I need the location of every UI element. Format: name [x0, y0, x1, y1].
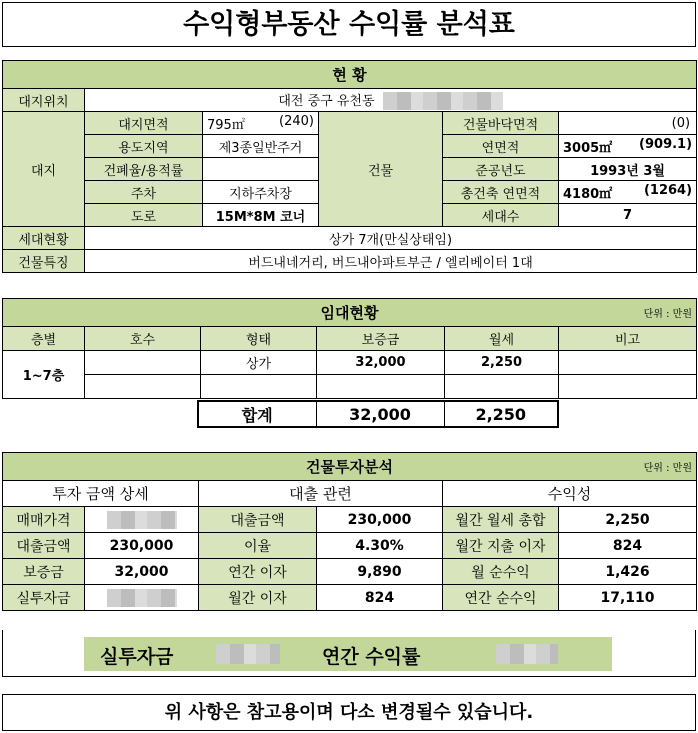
building-row-label: 세대수	[443, 204, 559, 227]
land-area-value: 795㎡ (240)	[203, 112, 319, 135]
analysis-unit: 단위 : 만원	[643, 463, 693, 474]
building-row-label: 준공년도	[443, 158, 559, 181]
invest-value-redacted	[85, 585, 199, 611]
status-header: 현 황	[3, 61, 697, 89]
loan-label: 월간 이자	[199, 585, 317, 611]
summary-invest-label: 실투자금	[100, 646, 174, 668]
section-loan: 대출 관련	[199, 481, 443, 507]
lease-total-rent: 2,250	[444, 401, 558, 427]
feature-value: 버드내네거리, 버드내아파트부근 / 엘리베이터 1대	[85, 250, 697, 273]
lease-empty-cell	[445, 375, 559, 399]
lease-total-table	[197, 400, 559, 428]
profit-value: 824	[559, 533, 697, 559]
summary-yield-redacted	[496, 644, 558, 664]
lease-type: 상가	[201, 351, 317, 375]
land-label: 대지	[3, 112, 85, 227]
completion-year-value: 1993년 3월	[559, 158, 697, 181]
total-floor-area-value: 3005㎡ (909.1)	[559, 135, 697, 158]
profit-value: 2,250	[559, 507, 697, 533]
lease-room	[85, 351, 201, 375]
profit-label: 월간 월세 총합	[443, 507, 559, 533]
invest-value: 32,000	[85, 559, 199, 585]
household-value: 상가 7개(만실상태임)	[85, 227, 697, 250]
land-row-label: 건폐율/용적률	[85, 158, 203, 181]
page-title: 수익형부동산 수익률 분석표	[183, 9, 515, 40]
lease-total-deposit: 32,000	[316, 401, 444, 427]
zoning-value: 제3종일반주거	[203, 135, 319, 158]
invest-label: 대출금액	[3, 533, 85, 559]
gross-area-value: 4180㎡ (1264)	[559, 181, 697, 204]
lease-note	[559, 351, 697, 375]
address-label: 대지위치	[3, 89, 85, 112]
building-floor-area-value: (0)	[559, 112, 697, 135]
profit-label: 연간 순수익	[443, 585, 559, 611]
building-label: 건물	[319, 112, 443, 227]
profit-value: 17,110	[559, 585, 697, 611]
analysis-table	[2, 452, 697, 611]
building-row-label: 총건축 연면적	[443, 181, 559, 204]
lease-col-deposit: 보증금	[317, 327, 445, 351]
lease-table	[2, 298, 697, 399]
loan-label: 대출금액	[199, 507, 317, 533]
coverage-ratio-value	[203, 158, 319, 181]
summary-invest-redacted	[216, 644, 280, 664]
summary-yield-label: 연간 수익률	[322, 646, 421, 668]
lease-rent: 2,250	[445, 351, 559, 375]
household-label: 세대현황	[3, 227, 85, 250]
invest-label: 보증금	[3, 559, 85, 585]
analysis-header: 건물투자분석 단위 : 만원	[3, 453, 697, 481]
lease-total-label: 합계	[198, 401, 316, 427]
section-profit: 수익성	[443, 481, 697, 507]
loan-value: 9,890	[317, 559, 443, 585]
lease-col-note: 비고	[559, 327, 697, 351]
household-count-value: 7	[559, 204, 697, 227]
invest-value: 230,000	[85, 533, 199, 559]
feature-label: 건물특징	[3, 250, 85, 273]
lease-empty-cell	[201, 375, 317, 399]
redacted-address	[383, 92, 503, 110]
land-row-label: 주차	[85, 181, 203, 204]
invest-value-redacted	[85, 507, 199, 533]
lease-col-rent: 월세	[445, 327, 559, 351]
profit-value: 1,426	[559, 559, 697, 585]
loan-value: 824	[317, 585, 443, 611]
loan-label: 연간 이자	[199, 559, 317, 585]
lease-col-floor: 층별	[3, 327, 85, 351]
profit-label: 월 순수익	[443, 559, 559, 585]
parking-value: 지하주차장	[203, 181, 319, 204]
address-cell	[85, 89, 697, 112]
building-row-label: 연면적	[443, 135, 559, 158]
loan-value: 4.30%	[317, 533, 443, 559]
land-row-label: 용도지역	[85, 135, 203, 158]
lease-empty-cell	[85, 375, 201, 399]
road-value: 15M*8M 코너	[203, 204, 319, 227]
address-value: 대전 중구 유천동	[278, 93, 375, 109]
section-invest-detail: 투자 금액 상세	[3, 481, 199, 507]
loan-label: 이율	[199, 533, 317, 559]
footer-note: 위 사항은 참고용이며 다소 변경될수 있습니다.	[164, 702, 534, 723]
footer-box	[2, 694, 696, 731]
status-table	[2, 60, 697, 273]
land-row-label: 도로	[85, 204, 203, 227]
loan-value: 230,000	[317, 507, 443, 533]
lease-empty-cell	[317, 375, 445, 399]
lease-col-type: 형태	[201, 327, 317, 351]
lease-floor: 1~7층	[3, 351, 85, 399]
invest-label: 매매가격	[3, 507, 85, 533]
land-row-label: 대지면적	[85, 112, 203, 135]
invest-label: 실투자금	[3, 585, 85, 611]
building-row-label: 건물바닥면적	[443, 112, 559, 135]
lease-unit: 단위 : 만원	[643, 309, 692, 320]
title-box	[2, 2, 696, 47]
lease-empty-cell	[559, 375, 697, 399]
lease-header: 임대현황 단위 : 만원	[3, 299, 697, 327]
profit-label: 월간 지출 이자	[443, 533, 559, 559]
lease-col-room: 호수	[85, 327, 201, 351]
summary-bar	[84, 637, 612, 671]
lease-deposit: 32,000	[317, 351, 445, 375]
